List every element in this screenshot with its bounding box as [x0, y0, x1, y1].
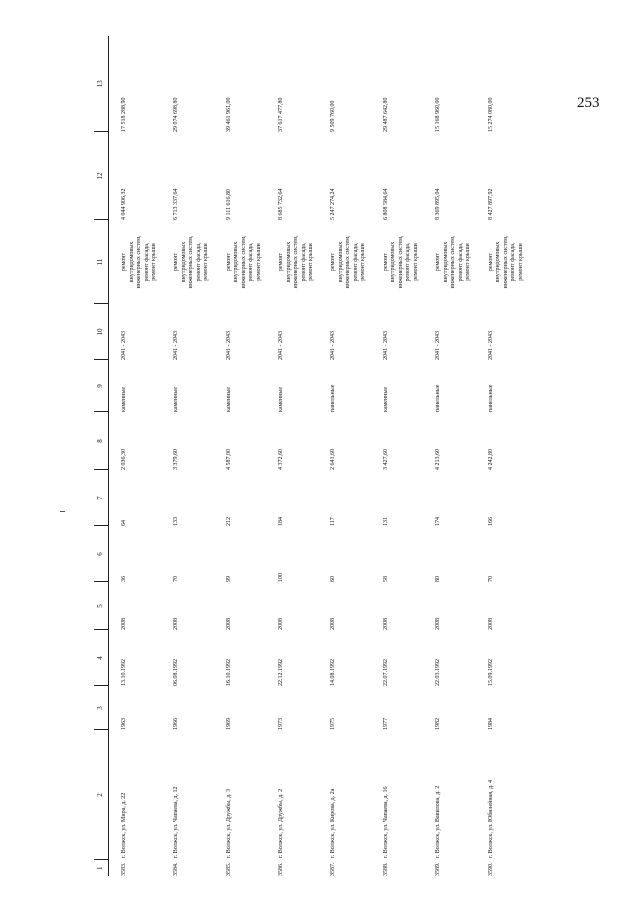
- total-cost-cell: 15 274 080,00: [487, 97, 494, 132]
- works-line: ремонт крыши: [360, 243, 367, 281]
- repair-program-table: [94, 36, 528, 876]
- address-cell: г. Волжск, ул. Чапаева, д. 16: [382, 786, 389, 858]
- repair-year-cell: 2008: [330, 618, 337, 630]
- works-cell: [109, 220, 162, 304]
- period-cell: 2041 - 2043: [173, 331, 180, 360]
- works-line: внутридомовых: [180, 241, 187, 283]
- works-line: ремонт крыши: [412, 243, 419, 281]
- works-line: инженерных систем,: [345, 235, 352, 289]
- works-line: ремонт фасада,: [352, 242, 359, 282]
- works-line: ремонт: [225, 252, 232, 272]
- date-cell: 22.07.1992: [382, 659, 389, 686]
- total-cost-cell: 17 518 288,90: [121, 97, 127, 132]
- residents-cell: 117: [330, 517, 337, 526]
- cost-cell: 5 247 274,24: [330, 188, 337, 220]
- wall-material-cell: панельные: [330, 384, 337, 412]
- area-cell: 4 587,00: [225, 449, 232, 470]
- apartments-cell: 80: [435, 576, 442, 582]
- address-cell: г. Волжск, ул. Дружбы, д. 3: [225, 788, 232, 858]
- apartments-cell: 70: [173, 576, 180, 582]
- works-line: ремонт фасада,: [457, 242, 464, 282]
- row-number: 3583.: [121, 862, 127, 876]
- works-line: внутридомовых: [442, 241, 449, 283]
- table-row: [371, 36, 423, 876]
- row-number: 3589.: [435, 862, 442, 876]
- works-line: инженерных систем,: [136, 235, 142, 289]
- works-line: ремонт фасада,: [248, 242, 255, 282]
- residents-cell: 184: [278, 517, 285, 526]
- works-line: внутридомовых: [495, 241, 502, 283]
- wall-material-cell: каменные: [225, 386, 232, 412]
- row-number: 3584.: [173, 862, 180, 876]
- cost-cell: 8 427 897,92: [487, 188, 494, 220]
- page-number: 253: [577, 95, 600, 111]
- cost-cell: 8 369 895,04: [435, 188, 442, 220]
- apartments-cell: 99: [225, 576, 232, 582]
- works-line: ремонт: [121, 252, 127, 272]
- area-cell: 4 242,80: [487, 449, 494, 470]
- residents-cell: 133: [173, 517, 180, 526]
- total-cost-cell: 39 461 961,00: [225, 97, 232, 132]
- header-row: [94, 36, 109, 876]
- row-number: 3585.: [225, 862, 232, 876]
- works-line: внутридомовых: [337, 241, 344, 283]
- works-line: ремонт крыши: [517, 243, 524, 281]
- year-built-cell: 1977: [382, 718, 389, 730]
- column-header-2: 2: [94, 730, 109, 860]
- column-header-1: 1: [94, 860, 109, 876]
- works-line: ремонт фасада,: [405, 242, 412, 282]
- column-header-13: 13: [94, 36, 109, 132]
- residents-cell: 174: [435, 517, 442, 526]
- works-line: ремонт: [173, 252, 180, 272]
- works-line: внутридомовых: [128, 241, 135, 283]
- column-header-3: 3: [94, 686, 109, 730]
- total-cost-cell: 37 617 477,80: [278, 97, 285, 132]
- column-header-10: 10: [94, 304, 109, 360]
- apartments-cell: 100: [278, 573, 285, 582]
- wall-material-cell: каменные: [278, 386, 285, 412]
- total-cost-cell: 9 509 760,00: [330, 100, 337, 132]
- table-row: [423, 36, 475, 876]
- area-cell: 2 641,60: [330, 449, 337, 470]
- table-row: [266, 36, 318, 876]
- area-cell: 4 213,60: [435, 449, 442, 470]
- column-header-11: 11: [94, 220, 109, 304]
- works-line: ремонт фасада,: [195, 242, 202, 282]
- column-header-7: 7: [94, 470, 109, 526]
- cost-cell: 6 808 584,64: [382, 188, 389, 220]
- works-line: ремонт крыши: [465, 243, 472, 281]
- column-header-12: 12: [94, 132, 109, 220]
- address-cell: г. Волжск, ул. Мира, д. 22: [121, 792, 127, 858]
- works-line: инженерных систем,: [450, 235, 457, 289]
- works-line: инженерных систем,: [502, 235, 509, 289]
- column-header-9: 9: [94, 360, 109, 412]
- residents-cell: 131: [382, 517, 389, 526]
- year-built-cell: 1966: [173, 718, 180, 730]
- period-cell: 2041 - 2043: [225, 331, 232, 360]
- works-line: ремонт фасада,: [510, 242, 517, 282]
- works-line: ремонт крыши: [203, 243, 210, 281]
- address-cell: г. Волжск, ул. Юбилейная, д. 4: [487, 779, 494, 858]
- table-row: [109, 36, 162, 876]
- works-line: инженерных систем,: [397, 235, 404, 289]
- works-line: инженерных систем,: [188, 235, 195, 289]
- cost-cell: 6 713 337,64: [173, 188, 180, 220]
- works-line: внутридомовых: [285, 241, 292, 283]
- row-number: 3590.: [487, 862, 494, 876]
- total-cost-cell: 29 074 698,80: [173, 97, 180, 132]
- period-cell: 2041 - 2043: [278, 331, 285, 360]
- area-cell: 2 036,30: [121, 449, 127, 470]
- works-line: внутридомовых: [233, 241, 240, 283]
- period-cell: 2041 - 2043: [330, 331, 337, 360]
- works-line: ремонт фасада,: [300, 242, 307, 282]
- table-row: [476, 36, 528, 876]
- area-cell: 4 372,60: [278, 449, 285, 470]
- table-row: [161, 36, 213, 876]
- table-row: [214, 36, 266, 876]
- works-cell: [423, 220, 475, 304]
- repair-year-cell: 2008: [121, 618, 127, 630]
- area-cell: 3 427,60: [382, 449, 389, 470]
- works-line: ремонт крыши: [308, 243, 315, 281]
- scan-mark: [60, 511, 65, 512]
- date-cell: 15.09.1992: [487, 659, 494, 686]
- wall-material-cell: панельные: [487, 384, 494, 412]
- apartments-cell: 58: [382, 576, 389, 582]
- year-built-cell: 1975: [330, 718, 337, 730]
- period-cell: 2041 - 2043: [435, 331, 442, 360]
- date-cell: 22.03.1992: [435, 659, 442, 686]
- works-line: ремонт: [487, 252, 494, 272]
- wall-material-cell: каменные: [382, 386, 389, 412]
- period-cell: 2041 - 2043: [382, 331, 389, 360]
- residents-cell: 64: [121, 520, 127, 526]
- date-cell: 14.08.1992: [330, 659, 337, 686]
- wall-material-cell: панельные: [435, 384, 442, 412]
- date-cell: 16.10.1992: [225, 659, 232, 686]
- year-built-cell: 1969: [225, 718, 232, 730]
- works-line: ремонт: [435, 252, 442, 272]
- apartments-cell: 70: [487, 576, 494, 582]
- works-line: ремонт крыши: [151, 243, 157, 281]
- wall-material-cell: каменные: [121, 386, 127, 412]
- works-cell: [371, 220, 423, 304]
- total-cost-cell: 15 168 960,00: [435, 97, 442, 132]
- cost-cell: 9 111 616,80: [225, 188, 232, 220]
- works-line: ремонт: [382, 252, 389, 272]
- residents-cell: 166: [487, 517, 494, 526]
- works-line: ремонт крыши: [255, 243, 262, 281]
- repair-year-cell: 2008: [225, 618, 232, 630]
- apartments-cell: 36: [121, 576, 127, 582]
- address-cell: г. Волжск, ул. Вавилова, д. 2: [435, 785, 442, 858]
- date-cell: 06.08.1992: [173, 659, 180, 686]
- address-cell: г. Волжск, ул. Чапаева, д. 12: [173, 786, 180, 858]
- year-built-cell: 1963: [121, 718, 127, 730]
- wall-material-cell: каменные: [173, 386, 180, 412]
- works-line: ремонт: [330, 252, 337, 272]
- works-cell: [318, 220, 370, 304]
- column-header-5: 5: [94, 582, 109, 630]
- works-cell: [161, 220, 213, 304]
- address-cell: г. Волжск, ул. Дружбы, д. 2: [278, 788, 285, 858]
- period-cell: 2041 - 2043: [121, 331, 127, 360]
- row-number: 3586.: [278, 862, 285, 876]
- repair-year-cell: 2008: [382, 618, 389, 630]
- address-cell: г. Волжск, ул. Кирова, д. 2а: [330, 788, 337, 858]
- works-cell: [266, 220, 318, 304]
- repair-year-cell: 2008: [435, 618, 442, 630]
- year-built-cell: 1973: [278, 718, 285, 730]
- cost-cell: 8 685 732,64: [278, 188, 285, 220]
- row-number: 3587.: [330, 862, 337, 876]
- cost-cell: 4 044 906,32: [121, 188, 127, 220]
- period-cell: 2041 - 2043: [487, 331, 494, 360]
- year-built-cell: 1984: [487, 718, 494, 730]
- column-header-4: 4: [94, 630, 109, 686]
- works-line: инженерных систем,: [240, 235, 247, 289]
- column-header-8: 8: [94, 412, 109, 470]
- works-line: ремонт фасада,: [143, 242, 150, 282]
- total-cost-cell: 29 487 642,80: [382, 97, 389, 132]
- works-line: инженерных систем,: [293, 235, 300, 289]
- repair-year-cell: 2008: [278, 618, 285, 630]
- table-row: [318, 36, 370, 876]
- works-cell: [476, 220, 528, 304]
- column-header-6: 6: [94, 526, 109, 582]
- date-cell: 13.10.1992: [121, 659, 127, 686]
- row-number: 3588.: [382, 862, 389, 876]
- date-cell: 22.12.1992: [278, 659, 285, 686]
- area-cell: 3 379,60: [173, 449, 180, 470]
- works-line: ремонт: [278, 252, 285, 272]
- apartments-cell: 60: [330, 576, 337, 582]
- residents-cell: 212: [225, 517, 232, 526]
- year-built-cell: 1982: [435, 718, 442, 730]
- repair-year-cell: 2008: [173, 618, 180, 630]
- works-line: внутридомовых: [390, 241, 397, 283]
- repair-year-cell: 2008: [487, 618, 494, 630]
- works-cell: [214, 220, 266, 304]
- rotated-table-container: [94, 80, 528, 876]
